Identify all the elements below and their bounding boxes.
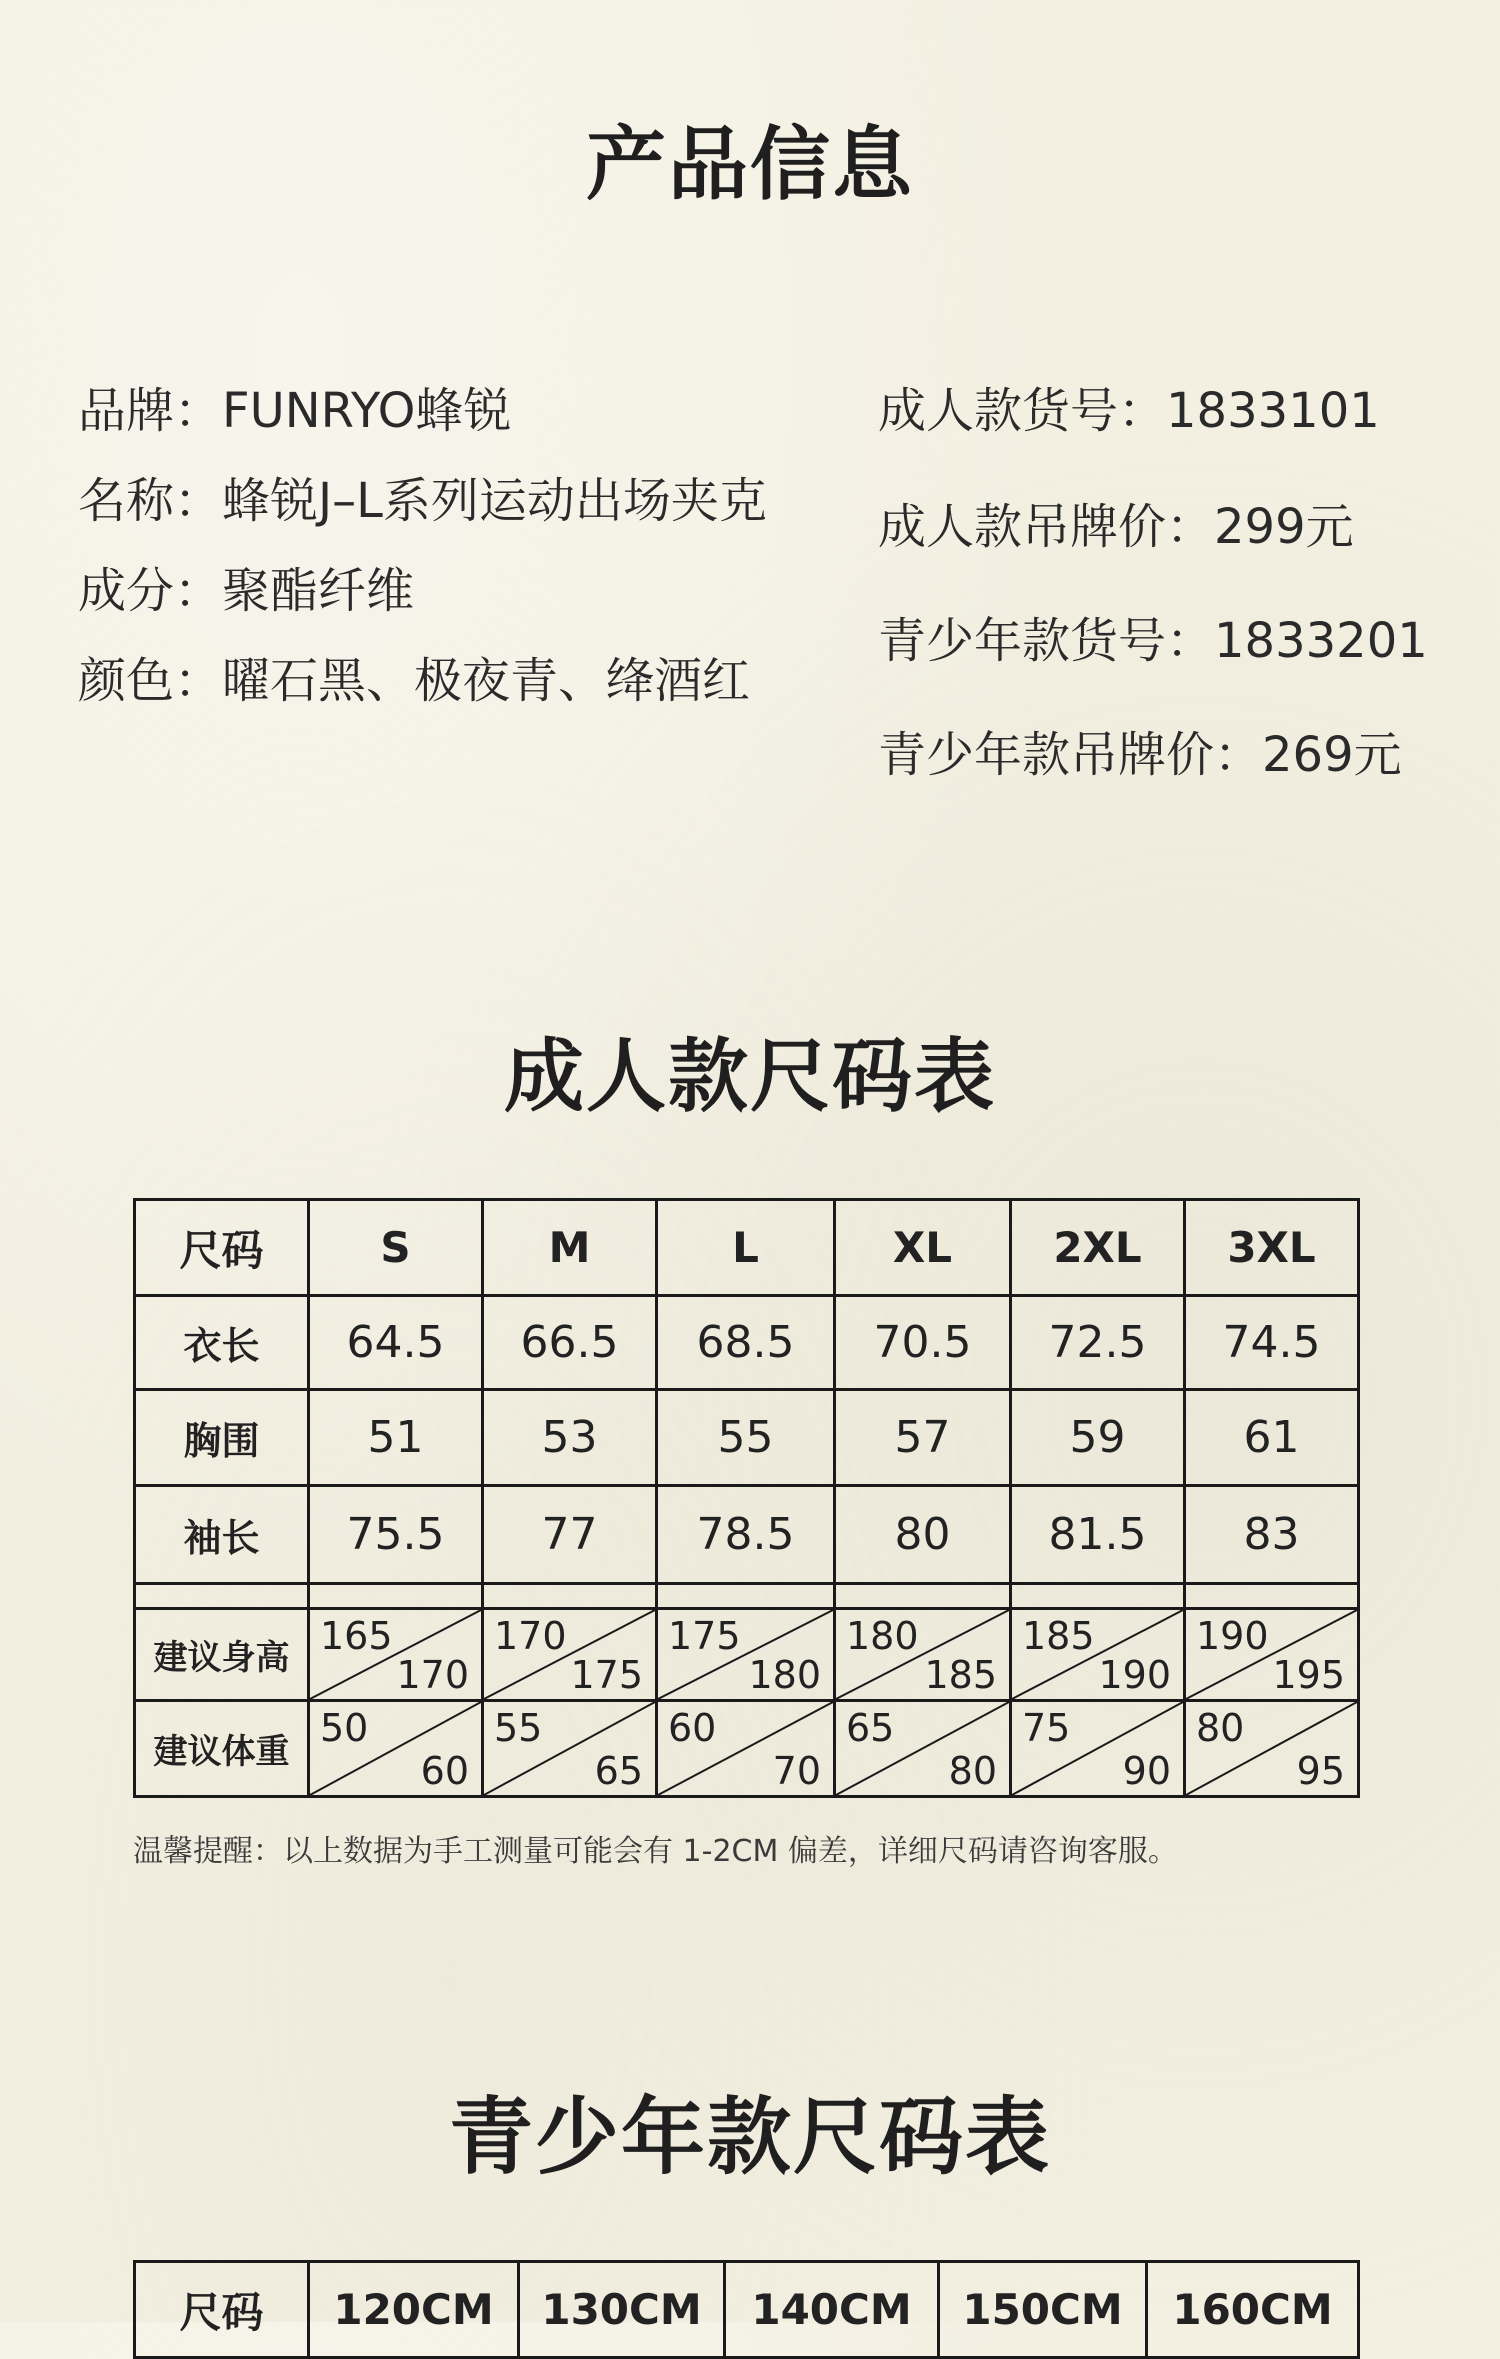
range-min: 55 <box>494 1706 543 1750</box>
header-cell: XL <box>835 1200 1011 1296</box>
range-cell <box>657 1609 835 1701</box>
spacer-cell <box>835 1584 1011 1609</box>
info-youth-price <box>878 716 1402 785</box>
row-label: 建议身高 <box>135 1609 309 1701</box>
range-max: 185 <box>924 1653 997 1697</box>
table-cell: 57 <box>835 1390 1011 1486</box>
table-row-height-range <box>135 1609 1359 1701</box>
info-color <box>78 642 750 711</box>
info-label: 青少年款吊牌价： <box>878 727 1263 783</box>
range-max: 95 <box>1296 1749 1345 1793</box>
row-label: 建议体重 <box>135 1701 309 1797</box>
info-value: 269元 <box>1262 727 1402 783</box>
range-cell <box>309 1609 483 1701</box>
range-cell <box>1011 1609 1185 1701</box>
range-min: 80 <box>1196 1706 1245 1750</box>
range-min: 170 <box>494 1614 567 1658</box>
table-cell: 70.5 <box>835 1296 1011 1390</box>
range-max: 190 <box>1098 1653 1171 1697</box>
adult-size-table <box>133 1198 1360 1798</box>
header-cell: 尺码 <box>135 2262 309 2358</box>
range-cell <box>309 1701 483 1797</box>
table-cell: 81.5 <box>1011 1486 1185 1584</box>
range-cell <box>1185 1701 1359 1797</box>
adult-header-row <box>135 1200 1359 1296</box>
table-cell: 59 <box>1011 1390 1185 1486</box>
range-cell <box>1185 1609 1359 1701</box>
table-cell: 55 <box>657 1390 835 1486</box>
header-cell: L <box>657 1200 835 1296</box>
table-cell: 72.5 <box>1011 1296 1185 1390</box>
spacer-cell <box>483 1584 657 1609</box>
table-cell: 80 <box>835 1486 1011 1584</box>
table-cell: 77 <box>483 1486 657 1584</box>
measurement-note: 温馨提醒：以上数据为手工测量可能会有 1-2CM 偏差，详细尺码请咨询客服。 <box>133 1834 1178 1869</box>
table-cell: 78.5 <box>657 1486 835 1584</box>
info-label: 颜色： <box>78 653 223 709</box>
info-value: 1833101 <box>1166 383 1380 439</box>
range-min: 185 <box>1022 1614 1095 1658</box>
table-cell: 61 <box>1185 1390 1359 1486</box>
range-min: 65 <box>846 1706 895 1750</box>
header-cell: 120CM <box>309 2262 519 2358</box>
header-cell: 150CM <box>939 2262 1147 2358</box>
range-max: 180 <box>748 1653 821 1697</box>
header-cell: 140CM <box>725 2262 939 2358</box>
info-value: 蜂锐J–L系列运动出场夹克 <box>222 473 767 529</box>
range-cell <box>1011 1701 1185 1797</box>
header-cell: 尺码 <box>135 1200 309 1296</box>
spacer-cell <box>1185 1584 1359 1609</box>
header-cell: M <box>483 1200 657 1296</box>
table-row <box>135 1486 1359 1584</box>
info-label: 名称： <box>78 473 223 529</box>
range-min: 50 <box>320 1706 369 1750</box>
youth-header-row <box>135 2262 1359 2358</box>
range-max: 60 <box>420 1749 469 1793</box>
range-min: 60 <box>668 1706 717 1750</box>
table-cell: 64.5 <box>309 1296 483 1390</box>
info-value: 曜石黑、极夜青、绛酒红 <box>222 653 751 709</box>
range-max: 195 <box>1272 1653 1345 1697</box>
table-cell: 68.5 <box>657 1296 835 1390</box>
info-adult-price <box>878 488 1354 557</box>
range-cell <box>483 1609 657 1701</box>
info-label: 成人款吊牌价： <box>878 499 1215 555</box>
row-label: 袖长 <box>135 1486 309 1584</box>
table-cell: 75.5 <box>309 1486 483 1584</box>
table-cell: 83 <box>1185 1486 1359 1584</box>
header-cell: 160CM <box>1147 2262 1359 2358</box>
youth-size-table <box>133 2260 1360 2359</box>
range-cell <box>483 1701 657 1797</box>
table-cell: 51 <box>309 1390 483 1486</box>
info-material <box>78 552 414 621</box>
range-max: 175 <box>570 1653 643 1697</box>
header-cell: 3XL <box>1185 1200 1359 1296</box>
product-info-title: 产品信息 <box>586 118 914 211</box>
row-label: 衣长 <box>135 1296 309 1390</box>
header-cell: 130CM <box>519 2262 725 2358</box>
table-row <box>135 1296 1359 1390</box>
range-max: 90 <box>1122 1749 1171 1793</box>
table-row <box>135 1390 1359 1486</box>
header-cell: S <box>309 1200 483 1296</box>
info-name <box>78 462 767 531</box>
range-max: 65 <box>594 1749 643 1793</box>
info-label: 青少年款货号： <box>878 613 1215 669</box>
table-spacer-row <box>135 1584 1359 1609</box>
spacer-cell <box>657 1584 835 1609</box>
range-cell <box>835 1609 1011 1701</box>
range-cell <box>657 1701 835 1797</box>
info-value: 聚酯纤维 <box>222 563 415 619</box>
spacer-cell <box>1011 1584 1185 1609</box>
youth-size-title: 青少年款尺码表 <box>448 2088 1051 2186</box>
info-label: 成人款货号： <box>878 383 1167 439</box>
spacer-cell <box>135 1584 309 1609</box>
range-max: 170 <box>396 1653 469 1697</box>
table-cell: 66.5 <box>483 1296 657 1390</box>
info-adult-sku <box>878 372 1380 441</box>
info-label: 成分： <box>78 563 223 619</box>
spacer-cell <box>309 1584 483 1609</box>
table-cell: 74.5 <box>1185 1296 1359 1390</box>
info-youth-sku <box>878 602 1428 671</box>
info-value: FUNRYO蜂锐 <box>222 383 512 439</box>
range-min: 165 <box>320 1614 393 1658</box>
info-label: 品牌： <box>78 383 223 439</box>
info-value: 1833201 <box>1214 613 1428 669</box>
header-cell: 2XL <box>1011 1200 1185 1296</box>
range-max: 70 <box>772 1749 821 1793</box>
info-brand <box>78 372 511 441</box>
table-row-weight-range <box>135 1701 1359 1797</box>
range-min: 75 <box>1022 1706 1071 1750</box>
range-cell <box>835 1701 1011 1797</box>
info-value: 299元 <box>1214 499 1354 555</box>
range-min: 180 <box>846 1614 919 1658</box>
adult-size-title: 成人款尺码表 <box>504 1030 996 1123</box>
row-label: 胸围 <box>135 1390 309 1486</box>
range-max: 80 <box>948 1749 997 1793</box>
range-min: 190 <box>1196 1614 1269 1658</box>
table-cell: 53 <box>483 1390 657 1486</box>
range-min: 175 <box>668 1614 741 1658</box>
